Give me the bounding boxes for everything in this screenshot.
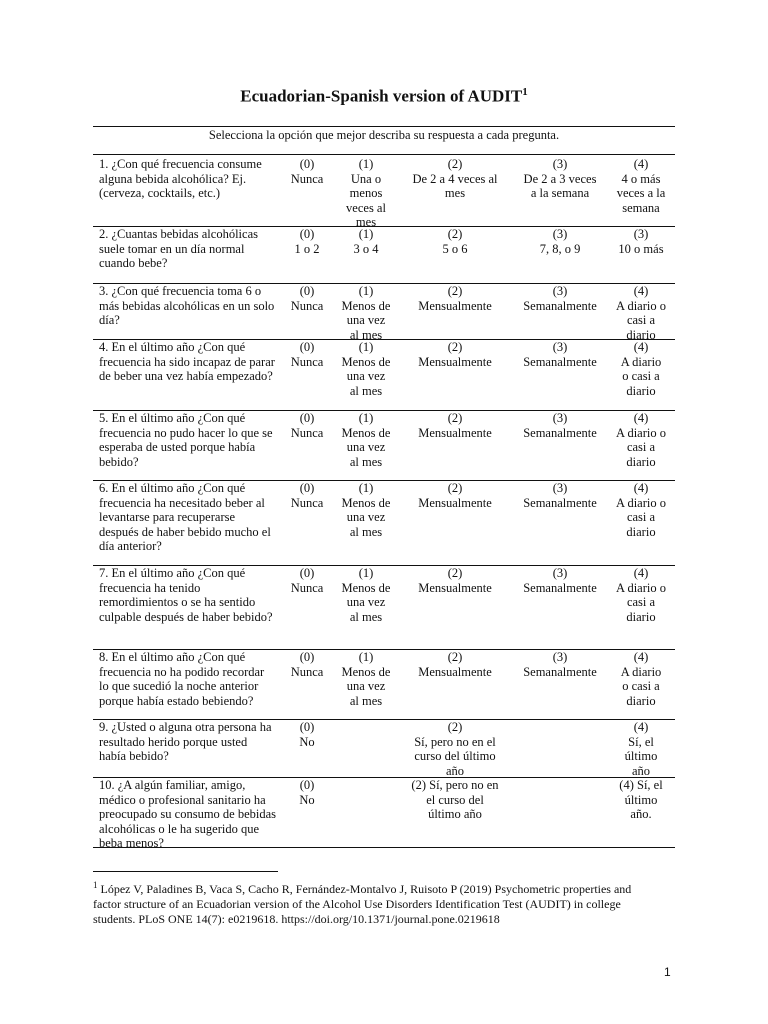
table-row	[93, 283, 675, 342]
answer-option-2: (2) Mensualmente	[418, 340, 492, 369]
footnote-mark: 1	[93, 880, 98, 890]
table-row	[93, 480, 675, 565]
answer-option-2: (2) 5 o 6	[442, 227, 468, 256]
question-text: 7. En el último año ¿Con qué frecuencia ha tenido remordimientos o se ha sentido culpable después de haber bebido?	[99, 566, 273, 624]
answer-option-4: (4) A diario o casi a diario	[616, 566, 666, 624]
answer-option-0: (0) Nunca	[290, 411, 324, 440]
answer-option-2: (2) Mensualmente	[418, 411, 492, 440]
table-row	[93, 339, 675, 410]
footnote-rule	[93, 871, 278, 872]
header-rule	[93, 154, 675, 155]
answer-option-0: (0) Nunca	[290, 340, 324, 369]
answer-option-3: (3) Semanalmente	[523, 481, 597, 510]
answer-option-4: (4) Sí, el último año.	[619, 778, 663, 822]
question-text: 2. ¿Cuantas bebidas alcohólicas suele tomar en un día normal cuando bebe?	[99, 227, 258, 271]
table-row	[93, 777, 675, 851]
answer-option-0: (0) Nunca	[290, 650, 324, 679]
table-row	[93, 410, 675, 480]
answer-option-0: (0) No	[299, 778, 315, 807]
answer-option-2: (2) Mensualmente	[418, 481, 492, 510]
answer-option-2: (2) Mensualmente	[418, 284, 492, 313]
table-top-rule	[93, 126, 675, 127]
answer-option-3: (3) Semanalmente	[523, 650, 597, 679]
answer-option-0: (0) Nunca	[290, 566, 324, 595]
title-footnote-mark: 1	[522, 86, 528, 98]
answer-option-1: (1) Menos de una vez al mes	[341, 284, 391, 342]
answer-option-4: (4) A diario o casi a diario	[616, 481, 666, 539]
answer-option-1: (1) Menos de una vez al mes	[341, 481, 391, 539]
answer-option-3: (3) Semanalmente	[523, 284, 597, 313]
answer-option-3: (3) 7, 8, o 9	[539, 227, 581, 256]
table-row	[93, 565, 675, 649]
answer-option-4: (3) 10 o más	[618, 227, 664, 256]
question-text: 8. En el último año ¿Con qué frecuencia no ha podido recordar lo que sucedió la noche anterior porque había estado bebiendo?	[99, 650, 265, 708]
footnote-text: López V, Paladines B, Vaca S, Cacho R, Fernández-Montalvo J, Ruisoto P (2019) Psychometric properties and factor structure of an Ecuadorian version of the Alcohol Use Disorders Identification Test (AUDIT) in college students. PLoS ONE 14(7): e0219618. https://doi.org/10.1371/journal.pone.0219618	[93, 882, 632, 926]
table-instruction: Selecciona la opción que mejor describa su respuesta a cada pregunta.	[208, 128, 560, 142]
answer-option-1: (1) Menos de una vez al mes	[341, 340, 391, 398]
answer-option-3: (3) Semanalmente	[523, 340, 597, 369]
answer-option-1: (1) Menos de una vez al mes	[341, 566, 391, 624]
answer-option-1: (1) 3 o 4	[353, 227, 379, 256]
answer-option-3: (3) De 2 a 3 veces a la semana	[523, 157, 597, 201]
answer-option-3: (3) Semanalmente	[523, 411, 597, 440]
answer-option-4: (4) Sí, el último año	[624, 720, 658, 778]
answer-option-4: (4) A diario o casi a diario	[620, 340, 662, 398]
answer-option-0: (0) Nunca	[290, 284, 324, 313]
page-number: 1	[664, 965, 671, 979]
answer-option-4: (4) A diario o casi a diario	[620, 650, 662, 708]
answer-option-2: (2) Sí, pero no en el curso del último año	[414, 720, 496, 778]
answer-option-2: (2) Sí, pero no en el curso del último año	[411, 778, 499, 822]
table-row	[93, 226, 675, 283]
question-text: 1. ¿Con qué frecuencia consume alguna bebida alcohólica? Ej. (cerveza, cocktails, etc.)	[99, 157, 262, 201]
footnote	[93, 878, 661, 927]
answer-option-1: (1) Menos de una vez al mes	[341, 650, 391, 708]
answer-option-2: (2) Mensualmente	[418, 650, 492, 679]
question-text: 3. ¿Con qué frecuencia toma 6 o más bebidas alcohólicas en un solo día?	[99, 284, 275, 328]
answer-option-4: (4) A diario o casi a diario	[616, 411, 666, 469]
table-row	[93, 649, 675, 719]
question-text: 4. En el último año ¿Con qué frecuencia ha sido incapaz de parar de beber una vez había empezado?	[99, 340, 275, 384]
row-divider	[93, 847, 675, 848]
answer-option-0: (0) Nunca	[290, 481, 324, 510]
answer-option-4: (4) 4 o más veces a la semana	[616, 157, 666, 215]
title-text: Ecuadorian-Spanish version of AUDIT	[240, 86, 523, 106]
answer-option-4: (4) A diario o casi a diario	[616, 284, 666, 342]
answer-option-0: (0) Nunca	[290, 157, 324, 186]
answer-option-2: (2) Mensualmente	[418, 566, 492, 595]
question-text: 10. ¿A algún familiar, amigo, médico o profesional sanitario ha preocupado su consumo de bebidas alcohólicas o le ha sugerido que beba menos?	[99, 778, 277, 851]
answer-option-0: (0) 1 o 2	[294, 227, 320, 256]
answer-option-3: (3) Semanalmente	[523, 566, 597, 595]
document-title	[0, 86, 768, 107]
question-text: 5. En el último año ¿Con qué frecuencia no pudo hacer lo que se esperaba de usted porque había bebido?	[99, 411, 273, 469]
table-row	[93, 719, 675, 777]
answer-option-1: (1) Una o menos veces al mes	[346, 157, 386, 230]
table-row	[93, 156, 675, 230]
answer-option-2: (2) De 2 a 4 veces al mes	[412, 157, 498, 201]
question-text: 6. En el último año ¿Con qué frecuencia ha necesitado beber al levantarse para recuperarse después de haber bebido mucho el día anterior?	[99, 481, 271, 554]
answer-option-0: (0) No	[299, 720, 315, 749]
question-text: 9. ¿Usted o alguna otra persona ha resultado herido porque usted había bebido?	[99, 720, 272, 764]
answer-option-1: (1) Menos de una vez al mes	[341, 411, 391, 469]
